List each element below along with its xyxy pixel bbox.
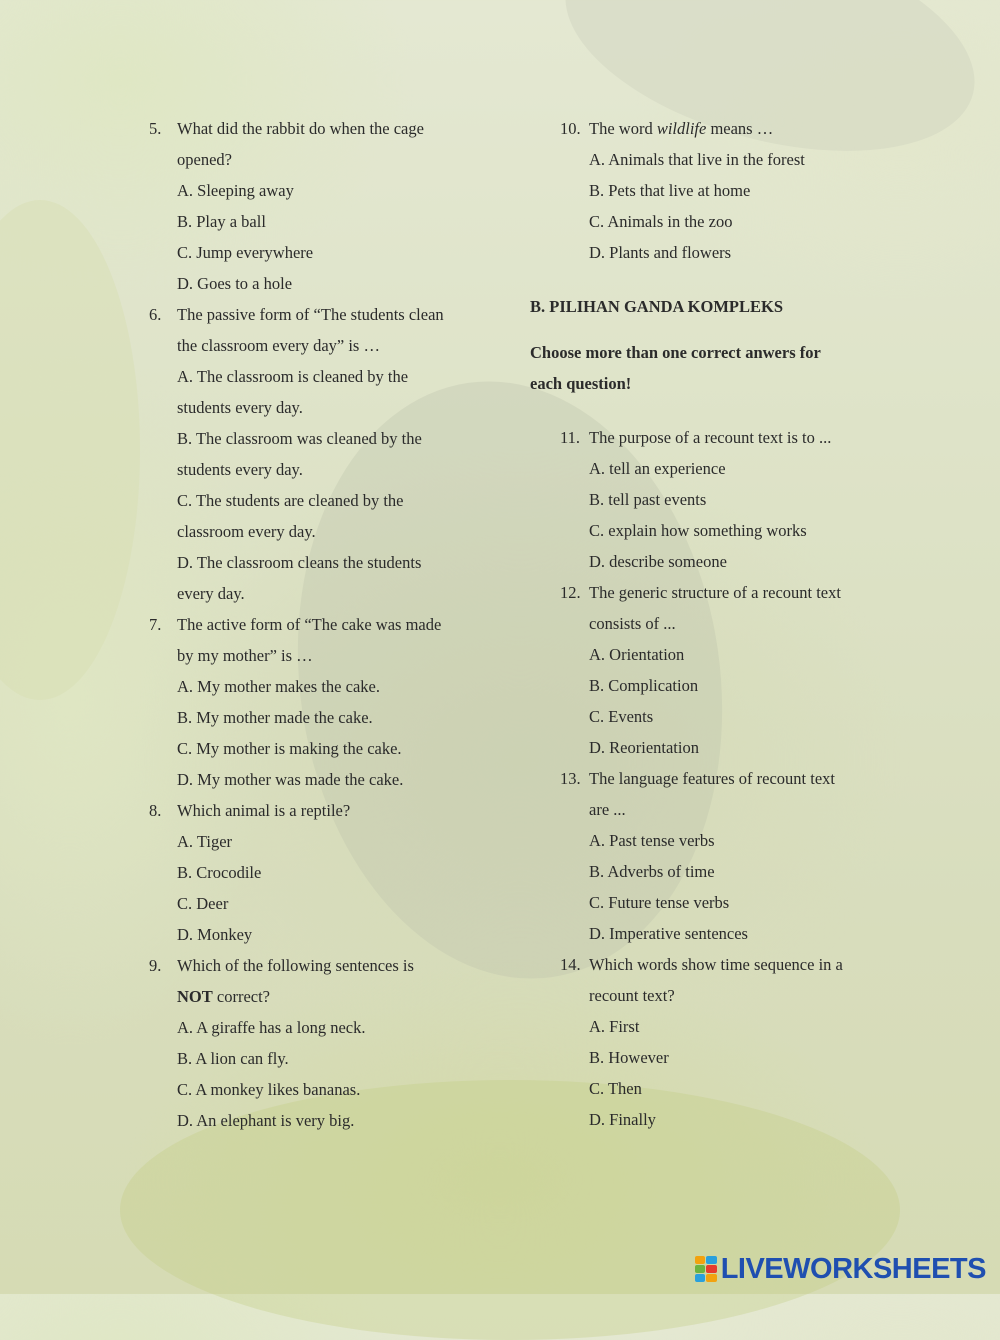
answer-option[interactable]: D. Finally — [589, 1110, 656, 1129]
question-number: 5. — [149, 119, 162, 138]
question-text: Which animal is a reptile? — [177, 801, 351, 820]
answer-option[interactable]: A. A giraffe has a long neck. — [177, 1018, 366, 1037]
question-text-italic: wildlife — [656, 119, 707, 138]
answer-option[interactable]: every day. — [177, 584, 245, 603]
question-number: 14. — [560, 955, 581, 974]
question-text — [589, 113, 773, 144]
question-text: The passive form of “The students clean — [177, 305, 444, 324]
answer-option[interactable]: A. My mother makes the cake. — [177, 677, 380, 696]
answer-option[interactable]: A. Animals that live in the forest — [589, 150, 805, 169]
question-text: The purpose of a recount text is to ... — [589, 428, 832, 447]
answer-option[interactable]: classroom every day. — [177, 522, 316, 541]
answer-option[interactable]: C. Future tense verbs — [589, 893, 730, 912]
section-b-instruction: each question! — [530, 374, 632, 393]
question-text: Which of the following sentences is — [177, 956, 414, 975]
answer-option[interactable]: D. Plants and flowers — [589, 243, 732, 262]
liveworksheets-logo — [695, 1254, 986, 1284]
question-number: 8. — [149, 801, 162, 820]
answer-option[interactable]: students every day. — [177, 398, 303, 417]
question-number: 6. — [149, 305, 162, 324]
question-number: 11. — [560, 428, 581, 447]
answer-option[interactable]: A. First — [589, 1017, 640, 1036]
answer-option[interactable]: D. Goes to a hole — [177, 274, 293, 293]
answer-option[interactable]: B. My mother made the cake. — [177, 708, 373, 727]
answer-option[interactable]: C. Animals in the zoo — [589, 212, 733, 231]
answer-option[interactable]: students every day. — [177, 460, 303, 479]
answer-option[interactable]: B. The classroom was cleaned by the — [177, 429, 422, 448]
question-text — [177, 981, 270, 1012]
question-text-rest: correct? — [212, 987, 271, 1006]
answer-option[interactable]: B. Play a ball — [177, 212, 266, 231]
question-number: 10. — [560, 119, 581, 138]
answer-option[interactable]: D. My mother was made the cake. — [177, 770, 404, 789]
answer-option[interactable]: C. Then — [589, 1079, 642, 1098]
answer-option[interactable]: B. Complication — [589, 676, 699, 695]
answer-option[interactable]: D. An elephant is very big. — [177, 1111, 355, 1130]
answer-option[interactable]: B. A lion can fly. — [177, 1049, 289, 1068]
background-foliage-shape — [0, 200, 140, 700]
section-b-instruction: Choose more than one correct anwers for — [530, 343, 821, 362]
logo-icon — [695, 1256, 717, 1282]
question-text: the classroom every day” is … — [177, 336, 380, 355]
question-number: 12. — [560, 583, 581, 602]
answer-option[interactable]: A. Past tense verbs — [589, 831, 715, 850]
answer-option[interactable]: D. Imperative sentences — [589, 924, 748, 943]
question-text: opened? — [177, 150, 232, 169]
answer-option[interactable]: D. The classroom cleans the students — [177, 553, 422, 572]
answer-option[interactable]: D. Monkey — [177, 925, 253, 944]
question-text: The generic structure of a recount text — [589, 583, 841, 602]
question-text: consists of ... — [589, 614, 676, 633]
answer-option[interactable]: C. Deer — [177, 894, 229, 913]
question-text: The language features of recount text — [589, 769, 836, 788]
answer-option[interactable]: C. My mother is making the cake. — [177, 739, 402, 758]
answer-option[interactable]: B. Pets that live at home — [589, 181, 751, 200]
question-number: 7. — [149, 615, 162, 634]
question-text: are ... — [589, 800, 626, 819]
answer-option[interactable]: A. Tiger — [177, 832, 233, 851]
answer-option[interactable]: C. Jump everywhere — [177, 243, 314, 262]
question-text: Which words show time sequence in a — [589, 955, 843, 974]
answer-option[interactable]: D. describe someone — [589, 552, 727, 571]
question-text: The active form of “The cake was made — [177, 615, 442, 634]
answer-option[interactable]: A. Sleeping away — [177, 181, 294, 200]
question-text: by my mother” is … — [177, 646, 313, 665]
question-text: What did the rabbit do when the cage — [177, 119, 424, 138]
answer-option[interactable]: A. Orientation — [589, 645, 685, 664]
answer-option[interactable]: B. Crocodile — [177, 863, 262, 882]
logo-text: LIVEWORKSHEETS — [720, 1252, 986, 1285]
answer-option[interactable]: A. tell an experience — [589, 459, 726, 478]
answer-option[interactable]: B. Adverbs of time — [589, 862, 715, 881]
question-number: 13. — [560, 769, 581, 788]
question-text: recount text? — [589, 986, 675, 1005]
answer-option[interactable]: B. However — [589, 1048, 669, 1067]
answer-option[interactable]: C. Events — [589, 707, 654, 726]
question-text-bold: NOT — [177, 987, 213, 1006]
question-number: 9. — [149, 956, 162, 975]
question-text-prefix: The word — [589, 119, 657, 138]
answer-option[interactable]: C. The students are cleaned by the — [177, 491, 404, 510]
answer-option[interactable]: D. Reorientation — [589, 738, 699, 757]
section-b-title: B. PILIHAN GANDA KOMPLEKS — [530, 297, 784, 316]
answer-option[interactable]: C. A monkey likes bananas. — [177, 1080, 361, 1099]
answer-option[interactable]: A. The classroom is cleaned by the — [177, 367, 409, 386]
question-text-suffix: means … — [706, 119, 774, 138]
answer-option[interactable]: B. tell past events — [589, 490, 707, 509]
answer-option[interactable]: C. explain how something works — [589, 521, 807, 540]
